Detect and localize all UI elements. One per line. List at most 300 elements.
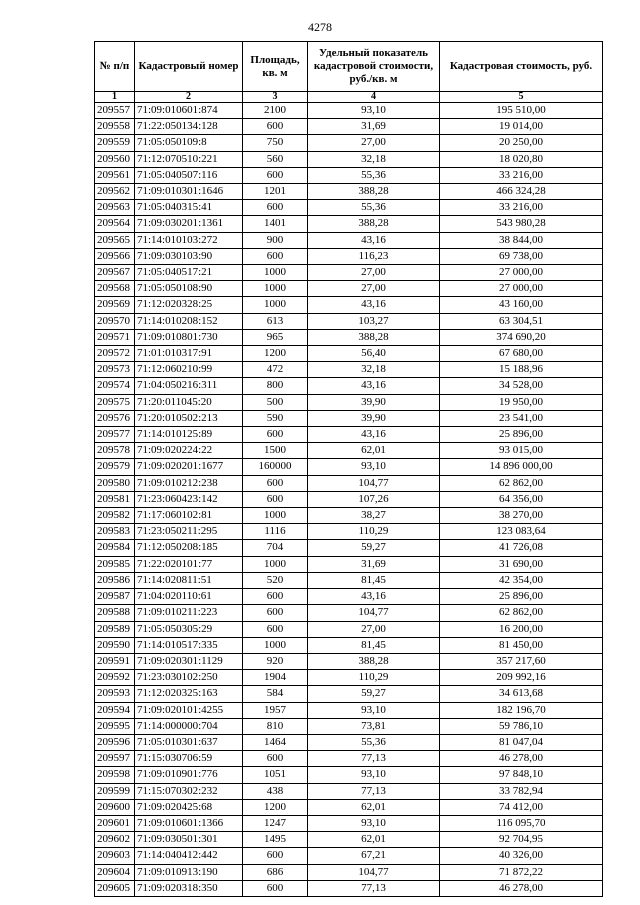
cadastral-number: 71:12:020325:163 xyxy=(135,686,243,702)
cadastral-cost: 81 047,04 xyxy=(440,734,603,750)
area-value: 750 xyxy=(243,135,308,151)
cadastral-number: 71:14:010103:272 xyxy=(135,232,243,248)
cadastral-cost: 33 216,00 xyxy=(440,167,603,183)
row-number: 209573 xyxy=(95,362,135,378)
table-row xyxy=(95,653,603,669)
specific-value: 93,10 xyxy=(308,815,440,831)
specific-value: 77,13 xyxy=(308,880,440,896)
cadastral-cost: 62 862,00 xyxy=(440,605,603,621)
cadastral-cost: 69 738,00 xyxy=(440,248,603,264)
specific-value: 43,16 xyxy=(308,297,440,313)
header-cadastral-cost: Кадастровая стоимость, руб. xyxy=(440,42,603,92)
table-row xyxy=(95,718,603,734)
row-number: 209597 xyxy=(95,751,135,767)
cadastral-number: 71:05:040507:116 xyxy=(135,167,243,183)
row-number: 209599 xyxy=(95,783,135,799)
area-value: 600 xyxy=(243,848,308,864)
table-row xyxy=(95,589,603,605)
row-number: 209590 xyxy=(95,637,135,653)
cadastral-number: 71:12:020328:25 xyxy=(135,297,243,313)
table-row xyxy=(95,378,603,394)
cadastral-number: 71:09:020318:350 xyxy=(135,880,243,896)
cadastral-number: 71:09:010211:223 xyxy=(135,605,243,621)
cadastral-cost: 46 278,00 xyxy=(440,751,603,767)
row-number: 209569 xyxy=(95,297,135,313)
cadastral-cost: 16 200,00 xyxy=(440,621,603,637)
cadastral-cost: 71 872,22 xyxy=(440,864,603,880)
row-number: 209598 xyxy=(95,767,135,783)
area-value: 1000 xyxy=(243,297,308,313)
specific-value: 31,69 xyxy=(308,556,440,572)
specific-value: 388,28 xyxy=(308,329,440,345)
cadastral-number: 71:09:010301:1646 xyxy=(135,184,243,200)
specific-value: 104,77 xyxy=(308,475,440,491)
area-value: 1200 xyxy=(243,346,308,362)
cadastral-cost: 64 356,00 xyxy=(440,491,603,507)
specific-value: 55,36 xyxy=(308,167,440,183)
row-number: 209600 xyxy=(95,799,135,815)
cadastral-number: 71:09:020224:22 xyxy=(135,443,243,459)
cadastral-cost: 33 782,94 xyxy=(440,783,603,799)
cadastral-cost: 42 354,00 xyxy=(440,572,603,588)
area-value: 160000 xyxy=(243,459,308,475)
cadastral-number: 71:14:000000:704 xyxy=(135,718,243,734)
table-row xyxy=(95,151,603,167)
specific-value: 67,21 xyxy=(308,848,440,864)
cadastral-cost: 18 020,80 xyxy=(440,151,603,167)
area-value: 1000 xyxy=(243,265,308,281)
specific-value: 81,45 xyxy=(308,637,440,653)
cadastral-cost: 466 324,28 xyxy=(440,184,603,200)
area-value: 600 xyxy=(243,751,308,767)
area-value: 1200 xyxy=(243,799,308,815)
area-value: 590 xyxy=(243,410,308,426)
area-value: 600 xyxy=(243,119,308,135)
specific-value: 27,00 xyxy=(308,265,440,281)
table-row xyxy=(95,329,603,345)
specific-value: 77,13 xyxy=(308,783,440,799)
column-number-row xyxy=(95,92,603,103)
cadastral-cost: 40 326,00 xyxy=(440,848,603,864)
row-number: 209585 xyxy=(95,556,135,572)
cadastral-cost: 74 412,00 xyxy=(440,799,603,815)
area-value: 1495 xyxy=(243,832,308,848)
table-row xyxy=(95,734,603,750)
cadastral-number: 71:09:020201:1677 xyxy=(135,459,243,475)
row-number: 209570 xyxy=(95,313,135,329)
area-value: 1000 xyxy=(243,281,308,297)
table-row xyxy=(95,184,603,200)
table-row xyxy=(95,864,603,880)
area-value: 686 xyxy=(243,864,308,880)
cadastral-number: 71:09:010601:1366 xyxy=(135,815,243,831)
area-value: 600 xyxy=(243,621,308,637)
table-row xyxy=(95,346,603,362)
table-row xyxy=(95,637,603,653)
cadastral-number: 71:12:060210:99 xyxy=(135,362,243,378)
cadastral-cost: 116 095,70 xyxy=(440,815,603,831)
cadastral-number: 71:20:011045:20 xyxy=(135,394,243,410)
cadastral-number: 71:09:020301:1129 xyxy=(135,653,243,669)
table-row xyxy=(95,265,603,281)
table-row xyxy=(95,572,603,588)
cadastral-cost: 63 304,51 xyxy=(440,313,603,329)
cadastral-cost: 195 510,00 xyxy=(440,103,603,119)
specific-value: 55,36 xyxy=(308,734,440,750)
table-row xyxy=(95,751,603,767)
specific-value: 38,27 xyxy=(308,508,440,524)
cadastral-number: 71:14:040412:442 xyxy=(135,848,243,864)
cadastral-cost: 27 000,00 xyxy=(440,265,603,281)
row-number: 209564 xyxy=(95,216,135,232)
area-value: 600 xyxy=(243,589,308,605)
row-number: 209557 xyxy=(95,103,135,119)
table-row xyxy=(95,362,603,378)
column-number: 5 xyxy=(440,92,603,103)
cadastral-cost: 19 014,00 xyxy=(440,119,603,135)
cadastral-cost: 46 278,00 xyxy=(440,880,603,896)
area-value: 800 xyxy=(243,378,308,394)
row-number: 209579 xyxy=(95,459,135,475)
cadastral-number: 71:09:010901:776 xyxy=(135,767,243,783)
specific-value: 110,29 xyxy=(308,524,440,540)
specific-value: 59,27 xyxy=(308,540,440,556)
specific-value: 39,90 xyxy=(308,394,440,410)
cadastral-cost: 209 992,16 xyxy=(440,670,603,686)
specific-value: 116,23 xyxy=(308,248,440,264)
row-number: 209584 xyxy=(95,540,135,556)
specific-value: 93,10 xyxy=(308,702,440,718)
table-row xyxy=(95,248,603,264)
row-number: 209578 xyxy=(95,443,135,459)
area-value: 500 xyxy=(243,394,308,410)
cadastral-cost: 20 250,00 xyxy=(440,135,603,151)
table-row xyxy=(95,767,603,783)
column-number: 1 xyxy=(95,92,135,103)
specific-value: 73,81 xyxy=(308,718,440,734)
row-number: 209567 xyxy=(95,265,135,281)
specific-value: 103,27 xyxy=(308,313,440,329)
cadastral-number: 71:15:030706:59 xyxy=(135,751,243,767)
row-number: 209602 xyxy=(95,832,135,848)
cadastral-number: 71:23:050211:295 xyxy=(135,524,243,540)
table-row xyxy=(95,783,603,799)
table-row xyxy=(95,200,603,216)
specific-value: 110,29 xyxy=(308,670,440,686)
specific-value: 388,28 xyxy=(308,184,440,200)
cadastral-cost: 19 950,00 xyxy=(440,394,603,410)
area-value: 1116 xyxy=(243,524,308,540)
row-number: 209558 xyxy=(95,119,135,135)
specific-value: 43,16 xyxy=(308,589,440,605)
specific-value: 388,28 xyxy=(308,216,440,232)
specific-value: 27,00 xyxy=(308,135,440,151)
cadastral-number: 71:09:010801:730 xyxy=(135,329,243,345)
table-row xyxy=(95,232,603,248)
area-value: 1401 xyxy=(243,216,308,232)
area-value: 584 xyxy=(243,686,308,702)
cadastral-number: 71:09:010913:190 xyxy=(135,864,243,880)
table-row xyxy=(95,540,603,556)
row-number: 209580 xyxy=(95,475,135,491)
area-value: 613 xyxy=(243,313,308,329)
table-row xyxy=(95,410,603,426)
area-value: 600 xyxy=(243,880,308,896)
area-value: 920 xyxy=(243,653,308,669)
cadastral-cost: 34 613,68 xyxy=(440,686,603,702)
column-number: 3 xyxy=(243,92,308,103)
row-number: 209566 xyxy=(95,248,135,264)
row-number: 209574 xyxy=(95,378,135,394)
cadastral-cost: 81 450,00 xyxy=(440,637,603,653)
table-row xyxy=(95,880,603,896)
cadastral-number: 71:15:070302:232 xyxy=(135,783,243,799)
cadastral-number: 71:23:060423:142 xyxy=(135,491,243,507)
cadastral-number: 71:14:020811:51 xyxy=(135,572,243,588)
area-value: 1000 xyxy=(243,637,308,653)
table-row xyxy=(95,621,603,637)
table-row xyxy=(95,815,603,831)
row-number: 209581 xyxy=(95,491,135,507)
cadastral-cost: 543 980,28 xyxy=(440,216,603,232)
area-value: 965 xyxy=(243,329,308,345)
row-number: 209586 xyxy=(95,572,135,588)
cadastral-cost: 123 083,64 xyxy=(440,524,603,540)
row-number: 209568 xyxy=(95,281,135,297)
row-number: 209595 xyxy=(95,718,135,734)
cadastral-cost: 23 541,00 xyxy=(440,410,603,426)
area-value: 600 xyxy=(243,427,308,443)
cadastral-cost: 34 528,00 xyxy=(440,378,603,394)
table-row xyxy=(95,524,603,540)
area-value: 600 xyxy=(243,491,308,507)
cadastral-number: 71:17:060102:81 xyxy=(135,508,243,524)
cadastral-number: 71:09:020101:4255 xyxy=(135,702,243,718)
area-value: 520 xyxy=(243,572,308,588)
specific-value: 31,69 xyxy=(308,119,440,135)
row-number: 209603 xyxy=(95,848,135,864)
cadastral-cost: 59 786,10 xyxy=(440,718,603,734)
cadastral-number: 71:05:040517:21 xyxy=(135,265,243,281)
cadastral-number: 71:09:030501:301 xyxy=(135,832,243,848)
table-row xyxy=(95,702,603,718)
area-value: 600 xyxy=(243,605,308,621)
table-row xyxy=(95,297,603,313)
row-number: 209577 xyxy=(95,427,135,443)
table-row xyxy=(95,103,603,119)
header-row-number: № п/п xyxy=(95,42,135,92)
row-number: 209565 xyxy=(95,232,135,248)
cadastral-cost: 93 015,00 xyxy=(440,443,603,459)
cadastral-cost: 41 726,08 xyxy=(440,540,603,556)
row-number: 209592 xyxy=(95,670,135,686)
header-row xyxy=(95,42,603,92)
row-number: 209563 xyxy=(95,200,135,216)
row-number: 209589 xyxy=(95,621,135,637)
cadastral-number: 71:05:050305:29 xyxy=(135,621,243,637)
table-row xyxy=(95,475,603,491)
cadastral-number: 71:22:020101:77 xyxy=(135,556,243,572)
table-row xyxy=(95,216,603,232)
cadastral-cost: 33 216,00 xyxy=(440,200,603,216)
area-value: 1247 xyxy=(243,815,308,831)
table-row xyxy=(95,848,603,864)
specific-value: 104,77 xyxy=(308,605,440,621)
cadastral-number: 71:14:010208:152 xyxy=(135,313,243,329)
specific-value: 43,16 xyxy=(308,232,440,248)
table-row xyxy=(95,799,603,815)
cadastral-number: 71:05:050108:90 xyxy=(135,281,243,297)
cadastral-cost: 31 690,00 xyxy=(440,556,603,572)
specific-value: 77,13 xyxy=(308,751,440,767)
area-value: 560 xyxy=(243,151,308,167)
specific-value: 93,10 xyxy=(308,767,440,783)
area-value: 1500 xyxy=(243,443,308,459)
cadastral-number: 71:09:020425:68 xyxy=(135,799,243,815)
row-number: 209576 xyxy=(95,410,135,426)
table-row xyxy=(95,491,603,507)
row-number: 209571 xyxy=(95,329,135,345)
table-row xyxy=(95,508,603,524)
column-number: 2 xyxy=(135,92,243,103)
cadastral-number: 71:04:020110:61 xyxy=(135,589,243,605)
row-number: 209575 xyxy=(95,394,135,410)
header-area: Площадь, кв. м xyxy=(243,42,308,92)
page-number: 4278 xyxy=(308,20,332,34)
row-number: 209583 xyxy=(95,524,135,540)
column-number: 4 xyxy=(308,92,440,103)
area-value: 600 xyxy=(243,167,308,183)
area-value: 438 xyxy=(243,783,308,799)
table-row xyxy=(95,281,603,297)
specific-value: 27,00 xyxy=(308,621,440,637)
specific-value: 32,18 xyxy=(308,362,440,378)
specific-value: 107,26 xyxy=(308,491,440,507)
specific-value: 59,27 xyxy=(308,686,440,702)
cadastral-number: 71:12:050208:185 xyxy=(135,540,243,556)
cadastral-number: 71:05:040315:41 xyxy=(135,200,243,216)
specific-value: 93,10 xyxy=(308,103,440,119)
area-value: 1464 xyxy=(243,734,308,750)
header-specific-value: Удельный показатель кадастровой стоимости, руб./кв. м xyxy=(308,42,440,92)
cadastral-cost: 182 196,70 xyxy=(440,702,603,718)
table-row xyxy=(95,443,603,459)
cadastral-number: 71:09:010212:238 xyxy=(135,475,243,491)
cadastral-number: 71:23:030102:250 xyxy=(135,670,243,686)
specific-value: 81,45 xyxy=(308,572,440,588)
table-row xyxy=(95,167,603,183)
specific-value: 62,01 xyxy=(308,799,440,815)
table-row xyxy=(95,556,603,572)
cadastral-table xyxy=(94,41,603,897)
area-value: 810 xyxy=(243,718,308,734)
specific-value: 104,77 xyxy=(308,864,440,880)
row-number: 209601 xyxy=(95,815,135,831)
area-value: 600 xyxy=(243,248,308,264)
cadastral-number: 71:12:070510:221 xyxy=(135,151,243,167)
row-number: 209604 xyxy=(95,864,135,880)
row-number: 209596 xyxy=(95,734,135,750)
table-row xyxy=(95,119,603,135)
table-row xyxy=(95,686,603,702)
cadastral-number: 71:14:010125:89 xyxy=(135,427,243,443)
row-number: 209587 xyxy=(95,589,135,605)
cadastral-cost: 27 000,00 xyxy=(440,281,603,297)
row-number: 209591 xyxy=(95,653,135,669)
area-value: 1000 xyxy=(243,508,308,524)
area-value: 1000 xyxy=(243,556,308,572)
header-cadastral-number: Кадастровый номер xyxy=(135,42,243,92)
area-value: 900 xyxy=(243,232,308,248)
row-number: 209593 xyxy=(95,686,135,702)
cadastral-cost: 25 896,00 xyxy=(440,589,603,605)
cadastral-cost: 67 680,00 xyxy=(440,346,603,362)
specific-value: 62,01 xyxy=(308,832,440,848)
row-number: 209562 xyxy=(95,184,135,200)
cadastral-number: 71:14:010517:335 xyxy=(135,637,243,653)
cadastral-cost: 92 704,95 xyxy=(440,832,603,848)
cadastral-cost: 374 690,20 xyxy=(440,329,603,345)
row-number: 209560 xyxy=(95,151,135,167)
cadastral-number: 71:20:010502:213 xyxy=(135,410,243,426)
cadastral-cost: 97 848,10 xyxy=(440,767,603,783)
table-row xyxy=(95,313,603,329)
table-row xyxy=(95,459,603,475)
specific-value: 43,16 xyxy=(308,378,440,394)
table-row xyxy=(95,605,603,621)
area-value: 1904 xyxy=(243,670,308,686)
cadastral-number: 71:01:010317:91 xyxy=(135,346,243,362)
area-value: 1201 xyxy=(243,184,308,200)
cadastral-cost: 14 896 000,00 xyxy=(440,459,603,475)
cadastral-number: 71:09:030201:1361 xyxy=(135,216,243,232)
row-number: 209605 xyxy=(95,880,135,896)
table-row xyxy=(95,427,603,443)
row-number: 209559 xyxy=(95,135,135,151)
row-number: 209572 xyxy=(95,346,135,362)
cadastral-cost: 43 160,00 xyxy=(440,297,603,313)
specific-value: 56,40 xyxy=(308,346,440,362)
table-body xyxy=(95,103,603,897)
specific-value: 39,90 xyxy=(308,410,440,426)
cadastral-cost: 357 217,60 xyxy=(440,653,603,669)
row-number: 209582 xyxy=(95,508,135,524)
cadastral-cost: 25 896,00 xyxy=(440,427,603,443)
cadastral-cost: 62 862,00 xyxy=(440,475,603,491)
area-value: 2100 xyxy=(243,103,308,119)
area-value: 704 xyxy=(243,540,308,556)
area-value: 1051 xyxy=(243,767,308,783)
row-number: 209588 xyxy=(95,605,135,621)
cadastral-cost: 15 188,96 xyxy=(440,362,603,378)
table-row xyxy=(95,135,603,151)
table-row xyxy=(95,394,603,410)
cadastral-number: 71:09:010601:874 xyxy=(135,103,243,119)
specific-value: 62,01 xyxy=(308,443,440,459)
row-number: 209594 xyxy=(95,702,135,718)
area-value: 600 xyxy=(243,475,308,491)
cadastral-cost: 38 844,00 xyxy=(440,232,603,248)
specific-value: 388,28 xyxy=(308,653,440,669)
cadastral-number: 71:05:050109:8 xyxy=(135,135,243,151)
area-value: 472 xyxy=(243,362,308,378)
cadastral-number: 71:22:050134:128 xyxy=(135,119,243,135)
cadastral-number: 71:05:010301:637 xyxy=(135,734,243,750)
specific-value: 32,18 xyxy=(308,151,440,167)
specific-value: 55,36 xyxy=(308,200,440,216)
cadastral-number: 71:04:050216:311 xyxy=(135,378,243,394)
specific-value: 93,10 xyxy=(308,459,440,475)
